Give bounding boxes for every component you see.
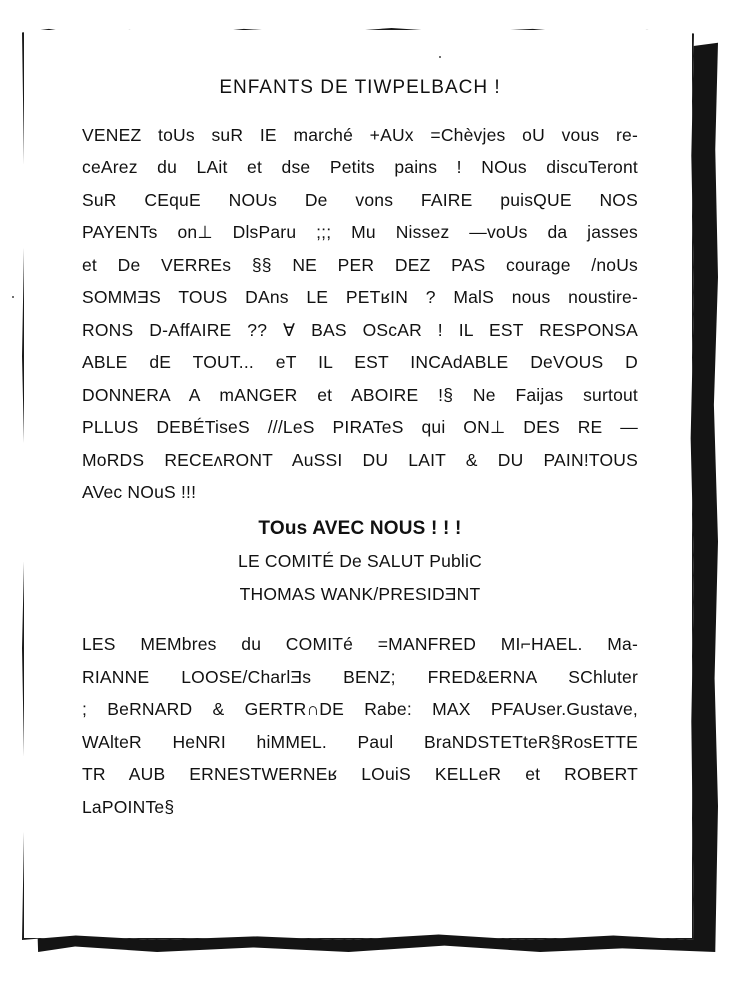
members-list [82,628,638,823]
text-line: SuR CEquE NOUs De vons FAIRE puisQUE NOS [82,189,638,210]
member-line: ; BeRNARD & GERTR∩DE Rabe: MAX PFAUser.Gustave, [82,699,638,719]
text-line: MoRDS RECEʌRONT AuSSI DU LAIT & DU PAIN!TOUS [82,449,638,470]
speck [439,56,441,58]
speck [12,296,14,298]
text-line: DONNERA A mANGER et ABOIRE !§ Ne Faijas surtout [82,384,638,405]
text-line: ABLE dE TOUT... eT IL EST INCAdABLE DeVOUS D [82,352,638,372]
text-line: VENEZ toUs suR IE marché +AUx =Chèvjes oU vous re- [82,124,638,145]
rally-cry: TOus AVEC NOUS ! ! ! [258,517,462,539]
member-line: WAlteR HeNRI hiMMEL. Paul BraNDSTETteR§RosETTE [82,731,638,752]
leaflet-body [82,72,638,823]
text-line: PAYENTs on⊥ DlsParu ;;; Mu Nissez —voUs da jasses [82,222,638,242]
text-line: PLLUS DEBÉTiseS ///LeS PIRATeS qui ON⊥ DES RE — [82,417,638,437]
committee-name: LE COMITÉ De SALUT PubliC [238,551,482,571]
text-line: AVec NOuS !!! [82,482,197,502]
member-line: LES MEMbres du COMITé =MANFRED MI⌐HAEL. Ma- [82,634,638,654]
spacer [82,610,638,628]
text-line: ceArez du LAit et dse Petits pains ! NOus discuTeront [82,157,638,177]
member-line: TR AUB ERNESTWERNEʁ LOuiS KELLeR et ROBERT [82,764,638,784]
text-line: et De VERREs §§ NE PER DEZ PAS courage /noUs [82,254,638,275]
member-line: LaPOINTe§ [82,796,175,817]
text-line: RONS D-AffAIRE ?? ∀ BAS OScAR ! IL EST RESPONSA [82,319,638,340]
text-line: SOMMƎS TOUS DAns LE PETʁIN ? MalS nous noustire- [82,287,638,307]
member-line: RIANNE LOOSE/CharlƎs BENZ; FRED&ERNA SChluter [82,666,638,687]
leaflet-title: ENFANTS DE TIWPELBACH ! [219,77,501,98]
president-signature: THOMAS WANK/PRESIDƎNT [239,583,481,604]
main-paragraph [82,119,638,509]
